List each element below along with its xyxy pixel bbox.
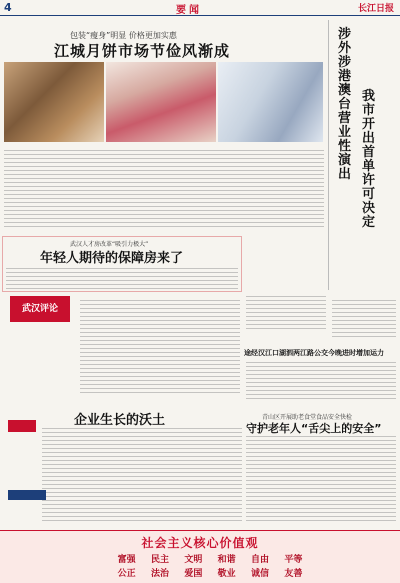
story3-body bbox=[6, 268, 238, 292]
mooncake-photo-1 bbox=[4, 62, 104, 142]
story2-body bbox=[332, 300, 396, 340]
core-value: 友善 bbox=[284, 569, 303, 579]
core-values-title: 社会主义核心价值观 bbox=[141, 536, 259, 550]
story1-headline: 江城月饼市场节俭风渐成 bbox=[54, 42, 231, 60]
core-value: 敬业 bbox=[217, 569, 236, 579]
story2-headline-part1: 涉外涉港澳台营业性演出 bbox=[338, 27, 352, 182]
column-label: 武汉评论 bbox=[10, 296, 70, 322]
mooncake-photo-2 bbox=[106, 62, 216, 142]
story6-kicker: 青山区开展助老食堂食品安全快检 bbox=[262, 414, 353, 421]
story3-headline: 年轻人期待的保障房来了 bbox=[40, 251, 184, 266]
story3-body-right bbox=[246, 296, 326, 332]
story4-headline: 途经汉江口湖泗两江路公交今晚进时增加运力 bbox=[244, 349, 384, 357]
core-value: 文明 bbox=[184, 555, 203, 565]
core-value: 平等 bbox=[284, 555, 303, 565]
core-value: 自由 bbox=[250, 555, 269, 565]
core-value: 公正 bbox=[117, 569, 136, 579]
core-value: 富强 bbox=[117, 555, 136, 565]
story5-headline: 企业生长的沃土 bbox=[74, 413, 166, 428]
core-value: 诚信 bbox=[250, 569, 269, 579]
column-body bbox=[80, 300, 240, 396]
core-value: 民主 bbox=[150, 555, 169, 565]
newspaper-logo: 长江日报 bbox=[357, 4, 394, 14]
story4-body bbox=[246, 362, 396, 402]
column-divider bbox=[328, 20, 329, 290]
story5-badge-2 bbox=[8, 490, 46, 500]
story1-kicker: 包装“瘦身”明显 价格更加实惠 bbox=[70, 31, 177, 40]
story6-body bbox=[246, 436, 396, 524]
story2-headline-part2: 我市开出首单许可决定 bbox=[362, 89, 376, 230]
core-value: 爱国 bbox=[184, 569, 203, 579]
mooncake-photo-3 bbox=[218, 62, 323, 142]
story3-kicker: 武汉人才房改革“吸引力极大” bbox=[70, 241, 149, 248]
core-value: 法治 bbox=[150, 569, 169, 579]
story1-body bbox=[4, 150, 324, 230]
core-value: 和谐 bbox=[217, 555, 236, 565]
story5-badge bbox=[8, 420, 36, 432]
core-values-grid bbox=[110, 552, 310, 579]
page-number: 4 bbox=[4, 1, 12, 14]
story5-body bbox=[42, 428, 242, 524]
story6-headline: 守护老年人“舌尖上的安全” bbox=[246, 422, 382, 435]
section-title: 要闻 bbox=[176, 5, 202, 16]
page-header bbox=[0, 0, 400, 16]
